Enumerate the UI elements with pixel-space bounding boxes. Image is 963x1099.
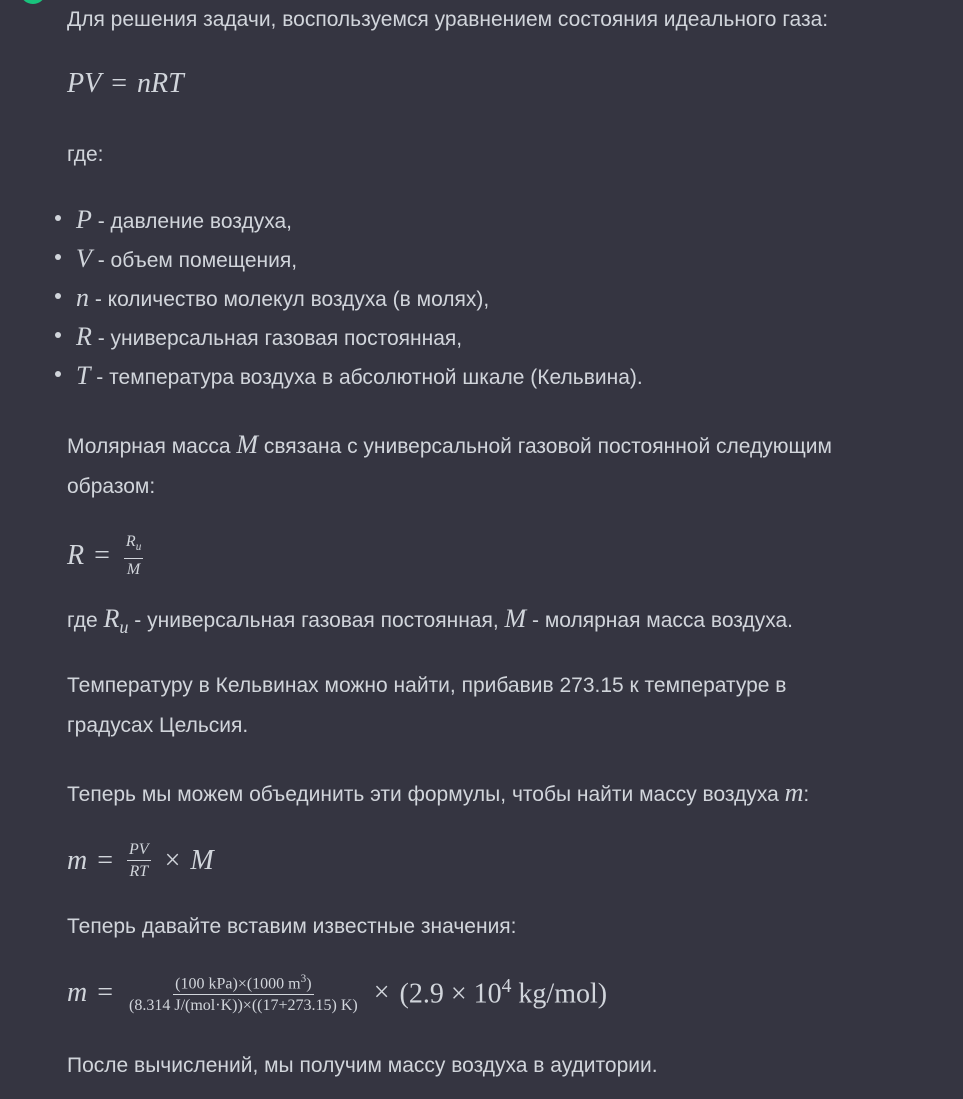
equation-lhs: PV: [67, 68, 102, 99]
kelvin-paragraph: Температуру в Кельвинах можно найти, прибавив 273.15 к температуре в градусах Цельсия.: [67, 674, 787, 737]
ideal-gas-equation: [67, 68, 184, 100]
where-ru-paragraph: [67, 599, 793, 647]
variable-symbol: T: [76, 361, 91, 390]
ru-description: - универсальная газовая постоянная,: [128, 609, 505, 632]
variable-symbol: V: [76, 244, 92, 273]
equation-lhs: R: [67, 539, 85, 571]
combine-colon: :: [803, 783, 810, 806]
final-paragraph: После вычислений, мы получим массу воздуха в аудитории.: [67, 1054, 658, 1077]
list-item: [67, 239, 643, 278]
variable-list: [67, 200, 643, 395]
fraction-numerator: [124, 532, 143, 559]
bullet-icon: [55, 371, 61, 377]
variable-symbol: P: [76, 205, 92, 234]
substituted-equation: [67, 970, 607, 1015]
variable-symbol: n: [76, 283, 89, 312]
variable-description: - объем помещения,: [91, 249, 298, 272]
equation-rhs: M: [190, 844, 214, 876]
equals-sign: =: [94, 539, 110, 571]
mass-formula: [67, 840, 214, 881]
bullet-icon: [55, 215, 61, 221]
bullet-icon: [55, 254, 61, 260]
m-description: - молярная масса воздуха.: [526, 609, 793, 632]
fraction: [127, 840, 151, 881]
list-item: [67, 278, 643, 317]
variable-description: - универсальная газовая постоянная,: [91, 327, 463, 350]
numerator-text: (100 kPa)×(1000 m: [175, 975, 301, 993]
rhs-unit: kg/mol): [511, 977, 608, 1009]
fraction-denominator: (8.314 J/(mol·K))×((17+273.15) K): [129, 997, 358, 1015]
molar-text-before: Молярная масса: [67, 435, 237, 458]
equation-rhs: nRT: [137, 68, 184, 99]
bullet-icon: [55, 332, 61, 338]
molar-mass-paragraph: [67, 425, 917, 507]
fraction-numerator: [173, 970, 313, 995]
fraction: [127, 970, 360, 1015]
fraction-denominator: RT: [129, 863, 149, 880]
equation-lhs: m: [67, 844, 88, 876]
list-item: [67, 200, 643, 239]
molar-text-after: связана с универсальной газовой постоянной следующим образом:: [67, 435, 832, 498]
numerator-base: R: [125, 533, 136, 550]
numerator-exponent: 3: [300, 973, 307, 985]
mass-symbol: m: [784, 778, 804, 807]
molar-equation: [67, 532, 147, 579]
numerator-close: ): [306, 975, 312, 993]
numerator-subscript: u: [135, 541, 142, 554]
values-paragraph: Теперь давайте вставим известные значения:: [67, 915, 517, 938]
assistant-avatar-icon: [20, 0, 46, 4]
equals-sign: =: [97, 976, 114, 1008]
where-label: где:: [67, 143, 104, 166]
intro-paragraph: Для решения задачи, воспользуемся уравнением состояния идеального газа:: [67, 8, 829, 31]
combine-paragraph: [67, 773, 809, 815]
where-prefix: где: [67, 609, 104, 632]
equation-lhs: m: [67, 976, 88, 1008]
combine-text: Теперь мы можем объединить эти формулы, чтобы найти массу воздуха: [67, 783, 785, 806]
rhs-text: (2.9 × 10: [399, 977, 502, 1009]
fraction-denominator: M: [126, 561, 141, 579]
variable-description: - количество молекул воздуха (в молях),: [89, 288, 490, 311]
molar-mass-value: [400, 976, 608, 1010]
bullet-icon: [55, 293, 61, 299]
m-symbol: M: [504, 604, 527, 633]
fraction: [124, 532, 143, 579]
equals-sign: =: [97, 844, 114, 876]
rhs-exponent: 4: [501, 975, 512, 997]
molar-symbol: M: [236, 430, 259, 459]
ru-subscript: u: [119, 617, 129, 638]
list-item: [67, 356, 643, 395]
fraction-numerator: PV: [127, 840, 151, 861]
list-item: [67, 317, 643, 356]
times-sign: ×: [164, 844, 181, 876]
ru-base: R: [103, 604, 120, 633]
times-sign: ×: [373, 976, 390, 1008]
equals-sign: =: [111, 68, 128, 99]
variable-symbol: R: [76, 322, 92, 351]
variable-description: - температура воздуха в абсолютной шкале (Кельвина).: [90, 366, 643, 389]
variable-description: - давление воздуха,: [91, 210, 292, 233]
ru-symbol: [103, 604, 129, 638]
